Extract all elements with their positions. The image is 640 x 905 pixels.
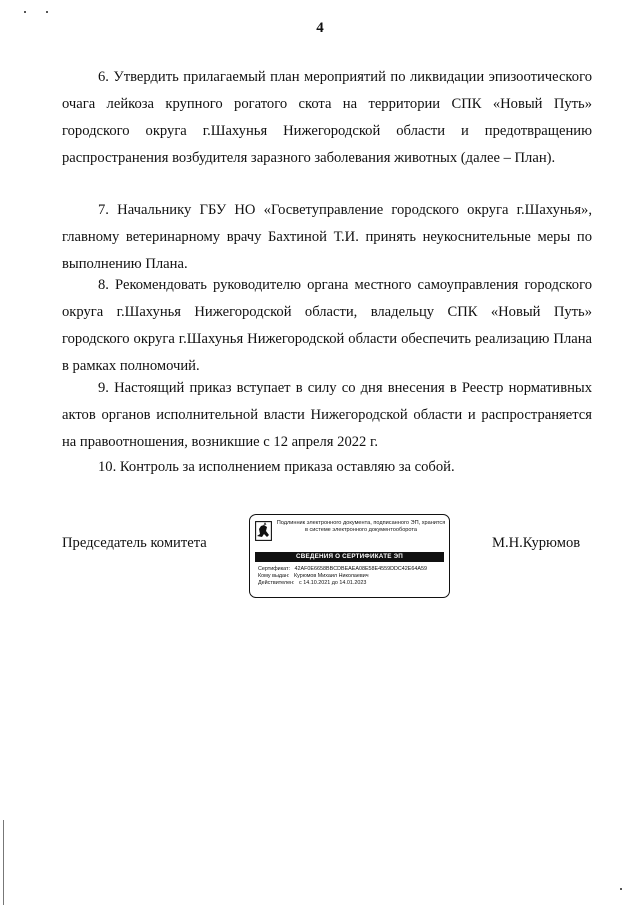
signer-title: Председатель комитета bbox=[62, 535, 207, 551]
scan-margin-line bbox=[3, 820, 4, 905]
cert-label: Сертификат: bbox=[258, 566, 291, 572]
scan-artifact-dot bbox=[24, 11, 26, 13]
page-number: 4 bbox=[316, 20, 324, 36]
valid-label: Действителен: bbox=[258, 580, 295, 587]
paragraph-9: 9. Настоящий приказ вступает в силу со дня внесения в Реестр нормативных актов органов исполнительной власти Нижегородской области и распространяется на правоотношения, возникшие с 12 апреля 2022 г. bbox=[62, 380, 592, 450]
stamp-certificate-row bbox=[258, 566, 448, 573]
coat-of-arms-icon bbox=[255, 521, 272, 541]
signer-name: М.Н.Курюмов bbox=[492, 535, 581, 551]
scan-artifact-dot bbox=[46, 11, 48, 13]
cert-value: 42AF0E6658BBCDBEAEA08E58E4559DDC42E64A59 bbox=[294, 566, 427, 572]
electronic-signature-stamp bbox=[249, 514, 450, 598]
paragraph-6: 6. Утвердить прилагаемый план мероприятий по ликвидации эпизоотического очага лейкоза крупного рогатого скота на территории СПК «Новый Путь» городского округа г.Шахунья Нижегородской области и предотвращению распространения возбудителя заразного заболевания животных (далее – План). bbox=[62, 69, 592, 166]
owner-label: Кому выдан: bbox=[258, 573, 290, 580]
stamp-note: Подлинник электронного документа, подписанного ЭП, хранится в системе электронного документооборота bbox=[276, 520, 446, 533]
paragraph-7: 7. Начальнику ГБУ НО «Госветуправление городского округа г.Шахунья», главному ветеринарному врачу Бахтиной Т.И. принять неукоснительные меры по выполнению Плана. bbox=[62, 202, 592, 272]
stamp-validity-row bbox=[258, 580, 448, 587]
stamp-header: СВЕДЕНИЯ О СЕРТИФИКАТЕ ЭП bbox=[255, 552, 444, 562]
paragraph-10: 10. Контроль за исполнением приказа оставляю за собой. bbox=[98, 459, 455, 475]
owner-value: Курюмов Михаил Николаевич bbox=[293, 573, 369, 580]
stamp-details bbox=[258, 566, 448, 588]
valid-value: с 14.10.2021 до 14.01.2023 bbox=[299, 580, 367, 587]
paragraph-8: 8. Рекомендовать руководителю органа местного самоуправления городского округа г.Шахунья Нижегородской области, владельцу СПК «Новый Путь» городского округа г.Шахунья Нижегородской области обеспечить реализацию Плана в рамках полномочий. bbox=[62, 277, 592, 374]
scan-artifact-dot bbox=[620, 888, 622, 890]
